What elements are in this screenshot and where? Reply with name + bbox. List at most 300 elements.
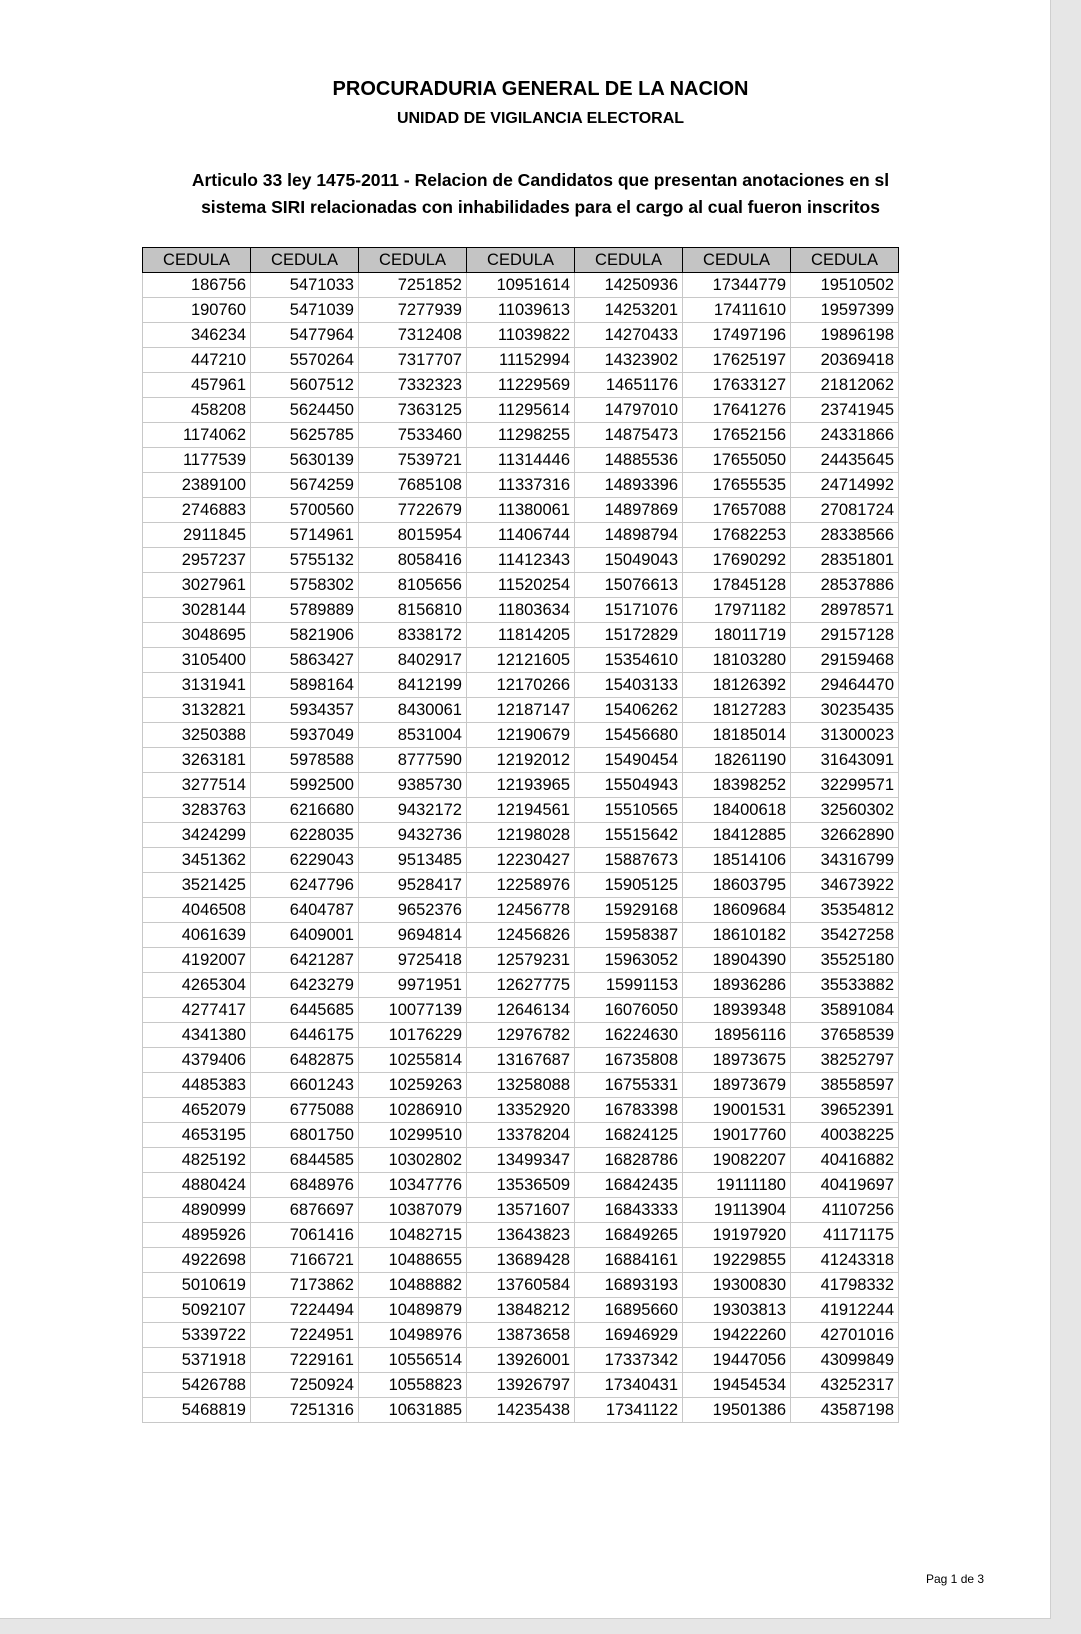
table-cell: 12121605 [467, 648, 575, 673]
table-cell: 12258976 [467, 873, 575, 898]
table-cell: 3028144 [143, 598, 251, 623]
table-cell: 15172829 [575, 623, 683, 648]
table-cell: 6876697 [251, 1198, 359, 1223]
table-cell: 18603795 [683, 873, 791, 898]
table-cell: 8015954 [359, 523, 467, 548]
table-cell: 18398252 [683, 773, 791, 798]
table-row [143, 1123, 899, 1148]
table-cell: 4277417 [143, 998, 251, 1023]
table-cell: 16946929 [575, 1323, 683, 1348]
table-cell: 8338172 [359, 623, 467, 648]
table-cell: 15403133 [575, 673, 683, 698]
table-cell: 6601243 [251, 1073, 359, 1098]
table-cell: 8531004 [359, 723, 467, 748]
table-cell: 8105656 [359, 573, 467, 598]
table-cell: 31300023 [791, 723, 899, 748]
table-cell: 11298255 [467, 423, 575, 448]
table-row [143, 498, 899, 523]
table-cell: 10387079 [359, 1198, 467, 1223]
table-cell: 15456680 [575, 723, 683, 748]
table-cell: 5471039 [251, 298, 359, 323]
table-row [143, 1148, 899, 1173]
table-cell: 13352920 [467, 1098, 575, 1123]
table-cell: 1174062 [143, 423, 251, 448]
table-cell: 11295614 [467, 398, 575, 423]
page-number: Pag 1 de 3 [926, 1572, 985, 1586]
table-cell: 13873658 [467, 1323, 575, 1348]
table-row [143, 1098, 899, 1123]
table-cell: 16735808 [575, 1048, 683, 1073]
table-cell: 6775088 [251, 1098, 359, 1123]
table-cell: 15354610 [575, 648, 683, 673]
table-row [143, 998, 899, 1023]
table-cell: 15490454 [575, 748, 683, 773]
table-cell: 38252797 [791, 1048, 899, 1073]
table-cell: 17337342 [575, 1348, 683, 1373]
table-cell: 6421287 [251, 948, 359, 973]
table-header-row [143, 248, 899, 273]
table-cell: 15171076 [575, 598, 683, 623]
table-cell: 32662890 [791, 823, 899, 848]
table-cell: 43099849 [791, 1348, 899, 1373]
table-cell: 4890999 [143, 1198, 251, 1223]
table-cell: 19510502 [791, 273, 899, 298]
table-cell: 43587198 [791, 1398, 899, 1423]
table-cell: 13689428 [467, 1248, 575, 1273]
table-cell: 11039613 [467, 298, 575, 323]
table-cell: 9725418 [359, 948, 467, 973]
table-cell: 1177539 [143, 448, 251, 473]
table-cell: 17497196 [683, 323, 791, 348]
table-cell: 15991153 [575, 973, 683, 998]
table-cell: 6844585 [251, 1148, 359, 1173]
table-cell: 7363125 [359, 398, 467, 423]
table-cell: 7250924 [251, 1373, 359, 1398]
table-cell: 7224951 [251, 1323, 359, 1348]
table-cell: 12187147 [467, 698, 575, 723]
table-row [143, 698, 899, 723]
table-row [143, 273, 899, 298]
table-cell: 4341380 [143, 1023, 251, 1048]
table-cell: 458208 [143, 398, 251, 423]
table-cell: 10302802 [359, 1148, 467, 1173]
table-cell: 12170266 [467, 673, 575, 698]
table-cell: 8156810 [359, 598, 467, 623]
table-cell: 14323902 [575, 348, 683, 373]
table-cell: 17690292 [683, 548, 791, 573]
table-cell: 41798332 [791, 1273, 899, 1298]
table-cell: 40416882 [791, 1148, 899, 1173]
table-cell: 18973679 [683, 1073, 791, 1098]
table-row [143, 1373, 899, 1398]
table-row [143, 748, 899, 773]
table-cell: 5978588 [251, 748, 359, 773]
column-header: CEDULA [143, 248, 251, 273]
table-cell: 15515642 [575, 823, 683, 848]
table-cell: 3048695 [143, 623, 251, 648]
table-cell: 4652079 [143, 1098, 251, 1123]
table-cell: 28338566 [791, 523, 899, 548]
table-cell: 5758302 [251, 573, 359, 598]
table-cell: 15905125 [575, 873, 683, 898]
table-cell: 12646134 [467, 998, 575, 1023]
table-cell: 3283763 [143, 798, 251, 823]
table-cell: 5789889 [251, 598, 359, 623]
table-cell: 16843333 [575, 1198, 683, 1223]
table-cell: 16895660 [575, 1298, 683, 1323]
table-cell: 2911845 [143, 523, 251, 548]
table-cell: 3424299 [143, 823, 251, 848]
table-cell: 7173862 [251, 1273, 359, 1298]
table-cell: 24331866 [791, 423, 899, 448]
table-cell: 18936286 [683, 973, 791, 998]
table-cell: 5714961 [251, 523, 359, 548]
table-row [143, 573, 899, 598]
table-row [143, 648, 899, 673]
table-cell: 16224630 [575, 1023, 683, 1048]
table-cell: 12194561 [467, 798, 575, 823]
table-cell: 18011719 [683, 623, 791, 648]
table-cell: 15406262 [575, 698, 683, 723]
table-cell: 9528417 [359, 873, 467, 898]
table-cell: 11039822 [467, 323, 575, 348]
table-cell: 3451362 [143, 848, 251, 873]
table-cell: 457961 [143, 373, 251, 398]
table-cell: 11406744 [467, 523, 575, 548]
table-cell: 14270433 [575, 323, 683, 348]
table-cell: 37658539 [791, 1023, 899, 1048]
table-cell: 19896198 [791, 323, 899, 348]
table-cell: 5898164 [251, 673, 359, 698]
unit-title: UNIDAD DE VIGILANCIA ELECTORAL [396, 110, 685, 127]
table-row [143, 823, 899, 848]
table-cell: 6229043 [251, 848, 359, 873]
table-cell: 4653195 [143, 1123, 251, 1148]
subtitle-line-1: Articulo 33 ley 1475-2011 - Relacion de Candidatos que presentan anotaciones en sl [191, 170, 890, 190]
table-cell: 5010619 [143, 1273, 251, 1298]
column-header: CEDULA [575, 248, 683, 273]
column-header: CEDULA [359, 248, 467, 273]
table-cell: 17344779 [683, 273, 791, 298]
table-cell: 15076613 [575, 573, 683, 598]
table-cell: 6228035 [251, 823, 359, 848]
table-cell: 3131941 [143, 673, 251, 698]
table-cell: 5674259 [251, 473, 359, 498]
table-row [143, 948, 899, 973]
table-cell: 14898794 [575, 523, 683, 548]
table-cell: 7251852 [359, 273, 467, 298]
table-cell: 16783398 [575, 1098, 683, 1123]
table-cell: 16884161 [575, 1248, 683, 1273]
table-cell: 23741945 [791, 398, 899, 423]
table-cell: 6409001 [251, 923, 359, 948]
table-body [143, 273, 899, 1423]
table-cell: 19001531 [683, 1098, 791, 1123]
table-cell: 10631885 [359, 1398, 467, 1423]
table-row [143, 348, 899, 373]
table-cell: 9385730 [359, 773, 467, 798]
table-cell: 17682253 [683, 523, 791, 548]
table-cell: 18127283 [683, 698, 791, 723]
table-cell: 5092107 [143, 1298, 251, 1323]
table-cell: 12230427 [467, 848, 575, 873]
table-cell: 6848976 [251, 1173, 359, 1198]
table-cell: 16828786 [575, 1148, 683, 1173]
table-cell: 4485383 [143, 1073, 251, 1098]
table-cell: 17341122 [575, 1398, 683, 1423]
table-cell: 18939348 [683, 998, 791, 1023]
table-cell: 10498976 [359, 1323, 467, 1348]
table-row [143, 673, 899, 698]
table-cell: 15510565 [575, 798, 683, 823]
table-cell: 21812062 [791, 373, 899, 398]
table-cell: 19082207 [683, 1148, 791, 1173]
table-cell: 35354812 [791, 898, 899, 923]
table-cell: 186756 [143, 273, 251, 298]
table-cell: 5700560 [251, 498, 359, 523]
table-cell: 14250936 [575, 273, 683, 298]
table-cell: 13571607 [467, 1198, 575, 1223]
table-cell: 4880424 [143, 1173, 251, 1198]
table-cell: 41171175 [791, 1223, 899, 1248]
table-cell: 41243318 [791, 1248, 899, 1273]
table-cell: 19229855 [683, 1248, 791, 1273]
table-cell: 7332323 [359, 373, 467, 398]
table-cell: 7061416 [251, 1223, 359, 1248]
table-row [143, 373, 899, 398]
table-cell: 18956116 [683, 1023, 791, 1048]
table-cell: 30235435 [791, 698, 899, 723]
table-cell: 16755331 [575, 1073, 683, 1098]
table-row [143, 1173, 899, 1198]
table-cell: 10489879 [359, 1298, 467, 1323]
table-cell: 7277939 [359, 298, 467, 323]
table-cell: 4922698 [143, 1248, 251, 1273]
table-cell: 10286910 [359, 1098, 467, 1123]
table-row [143, 973, 899, 998]
table-cell: 10255814 [359, 1048, 467, 1073]
table-cell: 14235438 [467, 1398, 575, 1423]
table-cell: 13167687 [467, 1048, 575, 1073]
table-cell: 5937049 [251, 723, 359, 748]
table-cell: 15049043 [575, 548, 683, 573]
table-cell: 18185014 [683, 723, 791, 748]
table-cell: 14253201 [575, 298, 683, 323]
table-cell: 29159468 [791, 648, 899, 673]
table-cell: 3263181 [143, 748, 251, 773]
table-cell: 346234 [143, 323, 251, 348]
table-row [143, 1023, 899, 1048]
table-cell: 35427258 [791, 923, 899, 948]
table-cell: 24714992 [791, 473, 899, 498]
table-cell: 11229569 [467, 373, 575, 398]
table-row [143, 523, 899, 548]
table-cell: 7251316 [251, 1398, 359, 1423]
table-row [143, 598, 899, 623]
table-cell: 5821906 [251, 623, 359, 648]
table-cell: 13926001 [467, 1348, 575, 1373]
table-cell: 9971951 [359, 973, 467, 998]
table-cell: 3105400 [143, 648, 251, 673]
table-cell: 13536509 [467, 1173, 575, 1198]
table-cell: 38558597 [791, 1073, 899, 1098]
table-cell: 19017760 [683, 1123, 791, 1148]
table-cell: 17641276 [683, 398, 791, 423]
table-cell: 40038225 [791, 1123, 899, 1148]
table-row [143, 1073, 899, 1098]
table-row [143, 298, 899, 323]
table-cell: 10482715 [359, 1223, 467, 1248]
table-cell: 6404787 [251, 898, 359, 923]
table-cell: 3027961 [143, 573, 251, 598]
table-cell: 7317707 [359, 348, 467, 373]
table-row [143, 1248, 899, 1273]
table-cell: 17633127 [683, 373, 791, 398]
table-cell: 10951614 [467, 273, 575, 298]
table-cell: 18400618 [683, 798, 791, 823]
subtitle-line-2: sistema SIRI relacionadas con inhabilidades para el cargo al cual fueron inscritos [201, 197, 880, 217]
table-cell: 6446175 [251, 1023, 359, 1048]
table-cell: 10347776 [359, 1173, 467, 1198]
table-cell: 17340431 [575, 1373, 683, 1398]
table-row [143, 448, 899, 473]
table-cell: 12190679 [467, 723, 575, 748]
table-row [143, 848, 899, 873]
table-cell: 11337316 [467, 473, 575, 498]
table-cell: 32299571 [791, 773, 899, 798]
table-cell: 14651176 [575, 373, 683, 398]
table-cell: 2746883 [143, 498, 251, 523]
table-cell: 19447056 [683, 1348, 791, 1373]
table-cell: 5863427 [251, 648, 359, 673]
table-row [143, 1323, 899, 1348]
table-cell: 10176229 [359, 1023, 467, 1048]
table-cell: 447210 [143, 348, 251, 373]
table-cell: 5339722 [143, 1323, 251, 1348]
table-row [143, 723, 899, 748]
table-cell: 18973675 [683, 1048, 791, 1073]
table-cell: 35525180 [791, 948, 899, 973]
table-cell: 17971182 [683, 598, 791, 623]
table-cell: 34316799 [791, 848, 899, 873]
table-row [143, 623, 899, 648]
table-cell: 10259263 [359, 1073, 467, 1098]
table-cell: 13258088 [467, 1073, 575, 1098]
table-row [143, 548, 899, 573]
table-cell: 5371918 [143, 1348, 251, 1373]
table-cell: 15929168 [575, 898, 683, 923]
table-cell: 14797010 [575, 398, 683, 423]
table-cell: 18412885 [683, 823, 791, 848]
table-cell: 3132821 [143, 698, 251, 723]
table-cell: 12579231 [467, 948, 575, 973]
table-cell: 35533882 [791, 973, 899, 998]
table-cell: 7229161 [251, 1348, 359, 1373]
table-cell: 11803634 [467, 598, 575, 623]
table-row [143, 898, 899, 923]
column-header: CEDULA [791, 248, 899, 273]
table-row [143, 473, 899, 498]
table-row [143, 323, 899, 348]
table-cell: 11520254 [467, 573, 575, 598]
table-cell: 13848212 [467, 1298, 575, 1323]
table-cell: 19454534 [683, 1373, 791, 1398]
table-cell: 12456826 [467, 923, 575, 948]
table-row [143, 1298, 899, 1323]
table-row [143, 873, 899, 898]
table-cell: 12193965 [467, 773, 575, 798]
table-cell: 13643823 [467, 1223, 575, 1248]
table-cell: 10556514 [359, 1348, 467, 1373]
table-cell: 11412343 [467, 548, 575, 573]
table-cell: 18514106 [683, 848, 791, 873]
table-row [143, 1048, 899, 1073]
table-cell: 17411610 [683, 298, 791, 323]
table-cell: 2389100 [143, 473, 251, 498]
table-cell: 5570264 [251, 348, 359, 373]
table-cell: 19113904 [683, 1198, 791, 1223]
table-cell: 10558823 [359, 1373, 467, 1398]
table-cell: 8412199 [359, 673, 467, 698]
table-cell: 5477964 [251, 323, 359, 348]
table-cell: 28978571 [791, 598, 899, 623]
table-cell: 14893396 [575, 473, 683, 498]
table-cell: 18126392 [683, 673, 791, 698]
table-cell: 190760 [143, 298, 251, 323]
table-cell: 6445685 [251, 998, 359, 1023]
table-cell: 11380061 [467, 498, 575, 523]
table-cell: 32560302 [791, 798, 899, 823]
table-cell: 17655050 [683, 448, 791, 473]
table-cell: 17655535 [683, 473, 791, 498]
table-cell: 14897869 [575, 498, 683, 523]
table-cell: 3521425 [143, 873, 251, 898]
table-cell: 20369418 [791, 348, 899, 373]
table-cell: 7722679 [359, 498, 467, 523]
table-cell: 6801750 [251, 1123, 359, 1148]
table-row [143, 923, 899, 948]
table-cell: 13378204 [467, 1123, 575, 1148]
table-cell: 4379406 [143, 1048, 251, 1073]
table-cell: 29157128 [791, 623, 899, 648]
table-cell: 5755132 [251, 548, 359, 573]
table-cell: 15963052 [575, 948, 683, 973]
table-cell: 19501386 [683, 1398, 791, 1423]
table-cell: 17657088 [683, 498, 791, 523]
table-cell: 5992500 [251, 773, 359, 798]
table-cell: 4825192 [143, 1148, 251, 1173]
table-cell: 15504943 [575, 773, 683, 798]
table-cell: 4192007 [143, 948, 251, 973]
table-cell: 7224494 [251, 1298, 359, 1323]
table-cell: 41912244 [791, 1298, 899, 1323]
table-cell: 18904390 [683, 948, 791, 973]
table-cell: 9652376 [359, 898, 467, 923]
institution-title: PROCURADURIA GENERAL DE LA NACION [332, 78, 749, 100]
table-cell: 13760584 [467, 1273, 575, 1298]
table-cell: 41107256 [791, 1198, 899, 1223]
table-row [143, 1348, 899, 1373]
table-cell: 11814205 [467, 623, 575, 648]
table-cell: 17625197 [683, 348, 791, 373]
table-cell: 8777590 [359, 748, 467, 773]
table-cell: 14885536 [575, 448, 683, 473]
table-cell: 15887673 [575, 848, 683, 873]
table-cell: 11314446 [467, 448, 575, 473]
table-row [143, 1223, 899, 1248]
table-cell: 5624450 [251, 398, 359, 423]
table-cell: 18610182 [683, 923, 791, 948]
